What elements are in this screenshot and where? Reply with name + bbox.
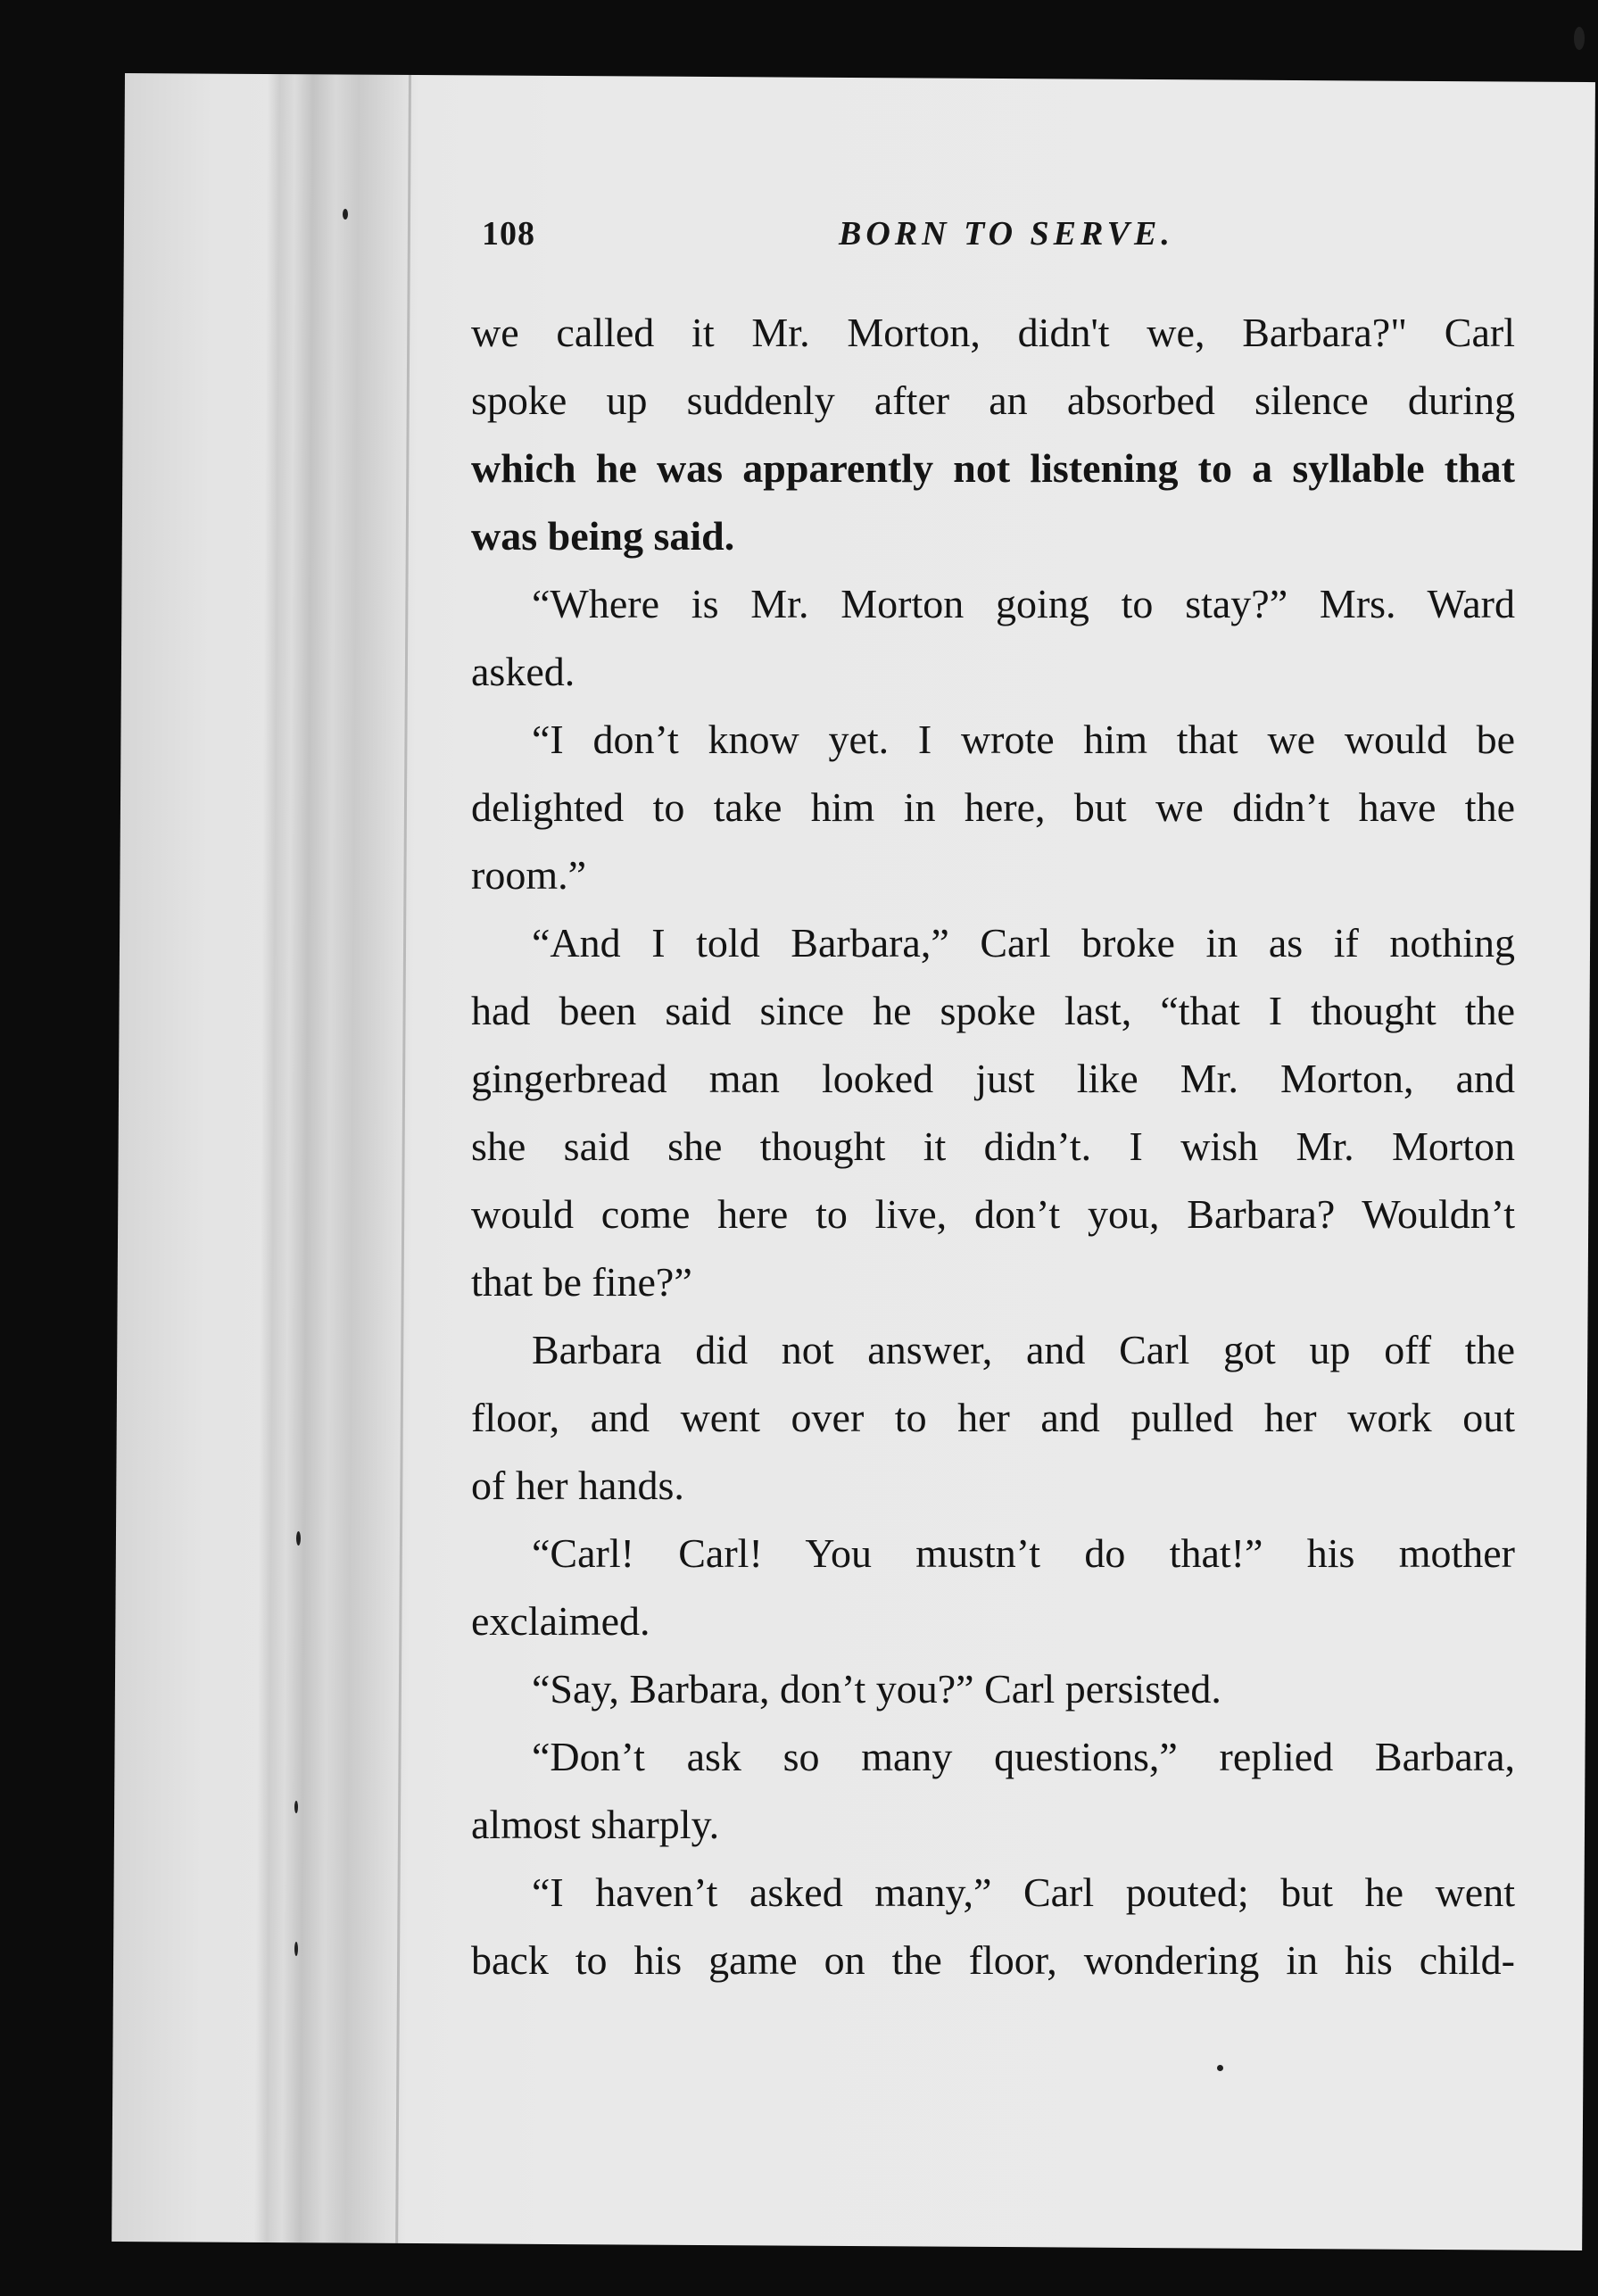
binding-gutter xyxy=(254,74,419,2243)
text-line: which he was apparently not listening to a syllable that xyxy=(471,445,1515,491)
text-line: “Don’t ask so many questions,” replied Barbara, xyxy=(532,1734,1515,1779)
text-line: would come here to live, don’t you, Barbara? Wouldn’t xyxy=(471,1191,1515,1237)
scan-speck xyxy=(294,1801,298,1813)
text-line: “I haven’t asked many,” Carl pouted; but he went xyxy=(532,1869,1515,1915)
text-line: that be fine?” xyxy=(471,1259,692,1305)
scan-speck xyxy=(343,209,348,220)
text-line: was being said. xyxy=(471,513,735,559)
text-line: almost sharply. xyxy=(471,1802,720,1847)
text-line: we called it Mr. Morton, didn't we, Barbara?" Carl xyxy=(471,310,1515,355)
text-line: asked. xyxy=(471,649,575,694)
scan-speck xyxy=(1574,27,1585,50)
text-line: “Where is Mr. Morton going to stay?” Mrs. Ward xyxy=(532,581,1515,626)
text-line: floor, and went over to her and pulled her work out xyxy=(471,1395,1515,1440)
text-line: she said she thought it didn’t. I wish Mr. Morton xyxy=(471,1123,1515,1169)
page-header xyxy=(482,214,1178,268)
page-number: 108 xyxy=(482,215,535,253)
scan-speck xyxy=(294,1942,298,1956)
body-text xyxy=(471,299,1515,1994)
scan-speck xyxy=(296,1531,301,1546)
text-line: exclaimed. xyxy=(471,1598,650,1644)
text-line: “Carl! Carl! You mustn’t do that!” his mother xyxy=(532,1530,1515,1576)
text-line: spoke up suddenly after an absorbed silence during xyxy=(471,377,1515,423)
text-line: of her hands. xyxy=(471,1463,684,1508)
text-line: back to his game on the floor, wondering in his child- xyxy=(471,1937,1515,1983)
text-line: room.” xyxy=(471,852,587,898)
text-line: “I don’t know yet. I wrote him that we would be xyxy=(532,717,1515,762)
scan-speck xyxy=(1217,2065,1223,2071)
text-line: delighted to take him in here, but we didn’t have the xyxy=(471,784,1515,830)
running-head: BORN TO SERVE. xyxy=(839,215,1174,253)
text-line: “And I told Barbara,” Carl broke in as if nothing xyxy=(532,920,1515,966)
text-line: Barbara did not answer, and Carl got up off the xyxy=(532,1327,1515,1372)
text-line: had been said since he spoke last, “that I thought the xyxy=(471,988,1515,1033)
text-line: “Say, Barbara, don’t you?” Carl persisted. xyxy=(532,1666,1221,1712)
text-line: gingerbread man looked just like Mr. Morton, and xyxy=(471,1056,1515,1101)
